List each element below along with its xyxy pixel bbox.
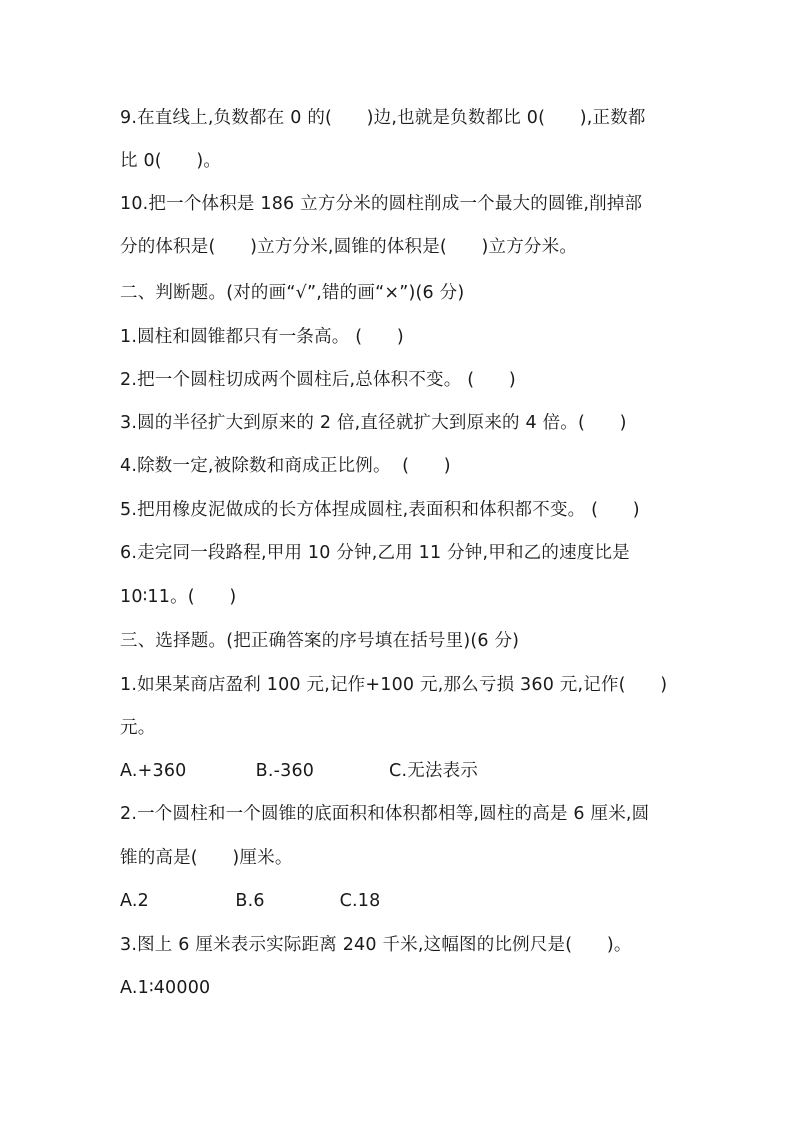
judge-question-2: 2.把一个圆柱切成两个圆柱后,总体积不变。 ( ) <box>120 370 516 390</box>
choice-question-1-line-1: 1.如果某商店盈利 100 元,记作+100 元,那么亏损 360 元,记作( ) <box>120 675 668 695</box>
choice-question-2-options: A.2 B.6 C.18 <box>120 891 381 911</box>
choice-question-1-options: A.+360 B.-360 C.无法表示 <box>120 761 479 781</box>
judge-question-5: 5.把用橡皮泥做成的长方体捏成圆柱,表面积和体积都不变。 ( ) <box>120 500 640 520</box>
choice-question-3-line-1: 3.图上 6 厘米表示实际距离 240 千米,这幅图的比例尺是( )。 <box>120 935 632 955</box>
choice-question-2-line-2: 锥的高是( )厘米。 <box>120 848 293 868</box>
choice-question-1-line-2: 元。 <box>120 718 156 738</box>
choice-question-3-option-a: A.1∶40000 <box>120 978 211 998</box>
section-3-heading: 三、选择题。(把正确答案的序号填在括号里)(6 分) <box>120 631 520 651</box>
judge-question-4: 4.除数一定,被除数和商成正比例。 ( ) <box>120 456 451 476</box>
question-10-line-1: 10.把一个体积是 186 立方分米的圆柱削成一个最大的圆锥,削掉部 <box>120 194 643 214</box>
judge-question-1: 1.圆柱和圆锥都只有一条高。 ( ) <box>120 327 404 347</box>
choice-question-2-line-1: 2.一个圆柱和一个圆锥的底面积和体积都相等,圆柱的高是 6 厘米,圆 <box>120 804 650 824</box>
section-2-heading: 二、判断题。(对的画“√”,错的画“×”)(6 分) <box>120 283 465 303</box>
judge-question-3: 3.圆的半径扩大到原来的 2 倍,直径就扩大到原来的 4 倍。( ) <box>120 413 627 433</box>
question-10-line-2: 分的体积是( )立方分米,圆锥的体积是( )立方分米。 <box>120 237 578 257</box>
judge-question-6-line-1: 6.走完同一段路程,甲用 10 分钟,乙用 11 分钟,甲和乙的速度比是 <box>120 543 630 563</box>
question-9-line-1: 9.在直线上,负数都在 0 的( )边,也就是负数都比 0( ),正数都 <box>120 108 646 128</box>
judge-question-6-line-2: 10∶11。( ) <box>120 587 237 607</box>
question-9-line-2: 比 0( )。 <box>120 151 222 171</box>
